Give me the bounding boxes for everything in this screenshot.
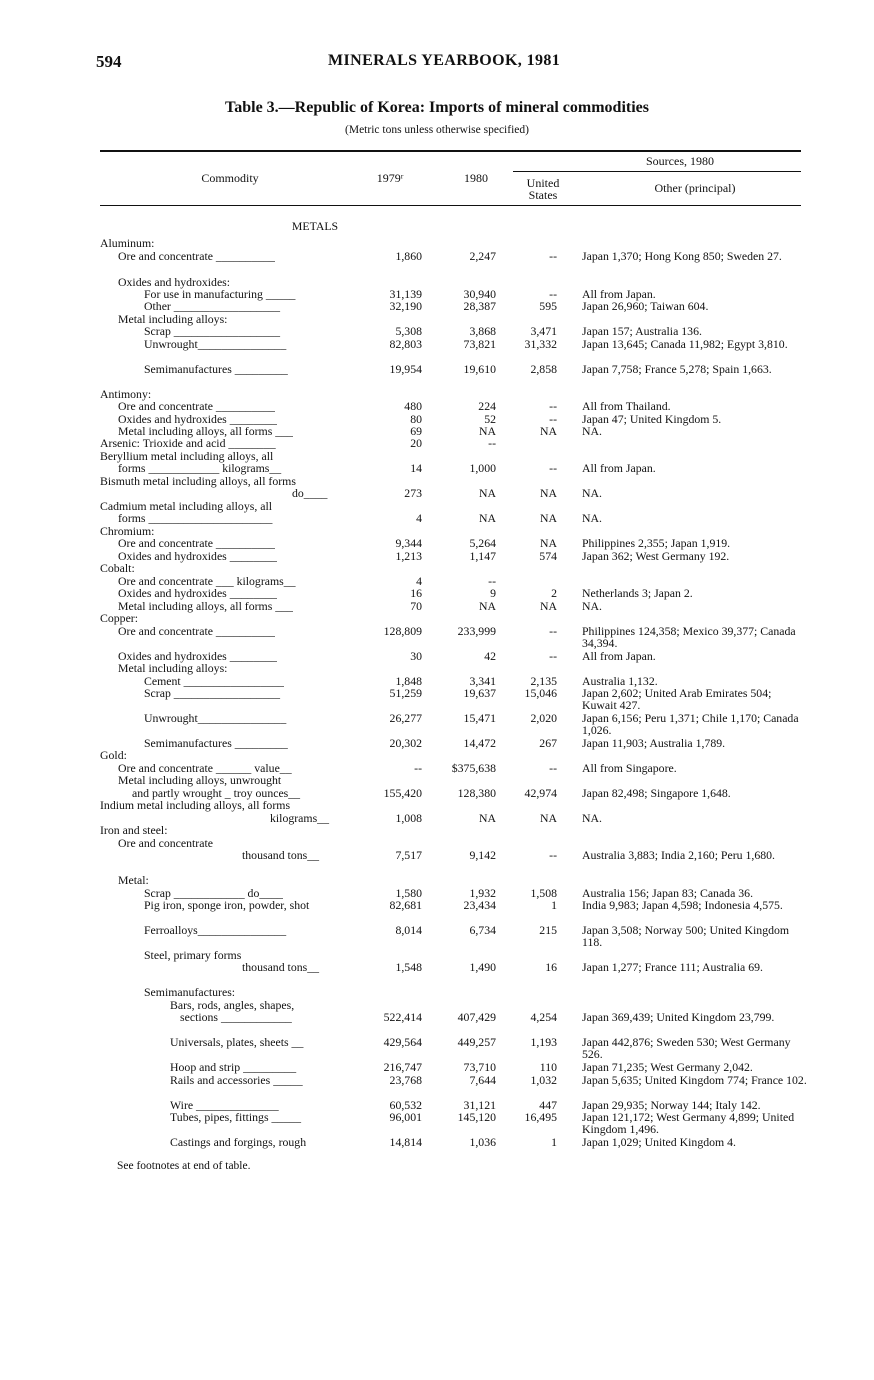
commodity-label: Ore and concentrate ___ kilograms__: [118, 574, 296, 588]
value-other-sources: All from Japan.: [582, 287, 656, 301]
value-1979: 155,420: [383, 786, 422, 800]
value-united-states: --: [549, 412, 557, 426]
commodity-label: Ore and concentrate __________: [118, 624, 275, 638]
table-row: [100, 1011, 805, 1023]
commodity-label: Rails and accessories _____: [170, 1073, 303, 1087]
commodity-label: Oxides and hydroxides:: [118, 275, 231, 289]
commodity-label: Semimanufactures:: [144, 985, 236, 999]
commodity-label: Oxides and hydroxides ________: [118, 549, 277, 563]
value-united-states: 31,332: [524, 337, 557, 351]
value-1979: 4: [416, 574, 422, 588]
commodity-label: Iron and steel:: [100, 823, 168, 837]
value-1980: 7,644: [469, 1073, 496, 1087]
commodity-label: Semimanufactures _________: [144, 736, 288, 750]
sources-rule: [513, 171, 801, 172]
value-other-sources: Japan 1,029; United Kingdom 4.: [582, 1135, 736, 1149]
table-row: [100, 600, 805, 612]
table-row: [100, 462, 805, 474]
value-1980: 1,932: [469, 886, 496, 900]
value-other-sources: All from Japan.: [582, 461, 656, 475]
value-other-sources: Japan 26,960; Taiwan 604.: [582, 299, 709, 313]
table-row: [100, 363, 805, 375]
value-1979: 82,681: [389, 898, 422, 912]
value-united-states: NA: [539, 536, 557, 550]
value-other-sources: Australia 1,132.: [582, 674, 658, 688]
value-united-states: 2,020: [530, 711, 557, 725]
table-row: [100, 1136, 805, 1148]
value-1980: NA: [478, 486, 496, 500]
value-1979: 5,308: [395, 324, 422, 338]
commodity-label: Arsenic: Trioxide and acid ________: [100, 436, 276, 450]
table-top-rule: [100, 150, 801, 152]
table-row: [100, 537, 805, 549]
table-row: [100, 300, 805, 312]
commodity-label: Unwrought_______________: [144, 337, 287, 351]
value-other-sources: All from Thailand.: [582, 399, 671, 413]
value-1979: 128,809: [383, 624, 422, 638]
commodity-label: Ore and concentrate __________: [118, 536, 275, 550]
value-united-states: NA: [539, 486, 557, 500]
value-other-sources: Japan 1,370; Hong Kong 850; Sweden 27.: [582, 249, 782, 263]
value-1979: 4: [416, 511, 422, 525]
column-header-other: Other (principal): [654, 181, 736, 195]
commodity-label: Copper:: [100, 611, 139, 625]
value-1979: 14: [410, 461, 422, 475]
commodity-label: Steel, primary forms: [144, 948, 242, 962]
value-1979: 23,768: [389, 1073, 422, 1087]
commodity-label: Gold:: [100, 748, 127, 762]
commodity-label: Scrap __________________: [144, 324, 280, 338]
table-row: [100, 1061, 805, 1073]
table-row: [100, 587, 805, 599]
value-1979: 51,259: [389, 686, 422, 700]
value-other-sources: All from Singapore.: [582, 761, 677, 775]
value-united-states: NA: [539, 511, 557, 525]
table-row: [100, 562, 805, 574]
commodity-label: sections ____________: [180, 1010, 292, 1024]
value-1980: --: [488, 436, 496, 450]
value-other-sources: Japan 3,508; Norway 500; United Kingdom 118.: [582, 923, 790, 950]
page-header: [96, 52, 796, 74]
value-united-states: 1: [551, 1135, 557, 1149]
value-1980: 9,142: [469, 848, 496, 862]
table-row: [100, 624, 805, 651]
value-united-states: --: [549, 649, 557, 663]
commodity-label: Cadmium metal including alloys, all: [100, 499, 273, 513]
value-united-states: 574: [539, 549, 557, 563]
value-1980: 30,940: [463, 287, 496, 301]
value-other-sources: All from Japan.: [582, 649, 656, 663]
value-other-sources: Australia 3,883; India 2,160; Peru 1,680.: [582, 848, 775, 862]
value-1980: 224: [478, 399, 496, 413]
table-title: Table 3.—Republic of Korea: Imports of mineral commodities: [225, 99, 649, 116]
value-1980: 3,341: [469, 674, 496, 688]
value-1979: 80: [410, 412, 422, 426]
value-1980: 1,036: [469, 1135, 496, 1149]
value-united-states: --: [549, 399, 557, 413]
value-other-sources: Japan 369,439; United Kingdom 23,799.: [582, 1010, 775, 1024]
commodity-label: and partly wrought _ troy ounces__: [132, 786, 301, 800]
value-other-sources: Japan 7,758; France 5,278; Spain 1,663.: [582, 362, 772, 376]
commodity-label: Scrap ____________ do____: [144, 886, 283, 900]
value-united-states: 15,046: [524, 686, 557, 700]
column-header-1980: 1980: [464, 171, 488, 185]
value-united-states: 447: [539, 1098, 557, 1112]
value-united-states: --: [549, 287, 557, 301]
table-row: [100, 961, 805, 973]
value-united-states: 42,974: [524, 786, 557, 800]
value-united-states: 2: [551, 586, 557, 600]
value-united-states: 2,135: [530, 674, 557, 688]
value-other-sources: Japan 442,876; Sweden 530; West Germany 526.: [582, 1035, 791, 1062]
value-other-sources: Philippines 124,358; Mexico 39,377; Canada 34,394.: [582, 624, 796, 651]
column-header-us-line2: States: [528, 188, 558, 202]
table-row: [100, 874, 805, 886]
value-other-sources: Philippines 2,355; Japan 1,919.: [582, 536, 731, 550]
value-1979: 14,814: [389, 1135, 422, 1149]
table-row: [100, 923, 805, 950]
value-1980: 15,471: [463, 711, 496, 725]
value-united-states: 16,495: [524, 1110, 557, 1124]
value-1979: 1,548: [395, 960, 422, 974]
value-1979: 20,302: [389, 736, 422, 750]
value-1979: 7,517: [395, 848, 422, 862]
value-1980: 2,247: [469, 249, 496, 263]
value-1980: 1,000: [469, 461, 496, 475]
value-1980: 128,380: [457, 786, 496, 800]
value-1979: 8,014: [395, 923, 422, 937]
value-other-sources: NA.: [582, 486, 602, 500]
table-row: [100, 437, 805, 449]
table-row: [100, 986, 805, 998]
value-1980: NA: [478, 811, 496, 825]
commodity-label: Ore and concentrate __________: [118, 399, 275, 413]
value-other-sources: Japan 47; United Kingdom 5.: [582, 412, 722, 426]
value-united-states: --: [549, 624, 557, 638]
page-number: 594: [96, 52, 122, 71]
value-1980: --: [488, 574, 496, 588]
value-united-states: 267: [539, 736, 557, 750]
table-row: [100, 824, 805, 836]
value-1979: 20: [410, 436, 422, 450]
table-row: [100, 799, 805, 811]
commodity-label: Indium metal including alloys, all forms: [100, 798, 291, 812]
value-1979: 1,848: [395, 674, 422, 688]
value-other-sources: Japan 13,645; Canada 11,982; Egypt 3,810.: [582, 337, 788, 351]
value-1980: 5,264: [469, 536, 496, 550]
table-row: [100, 899, 805, 911]
value-other-sources: Japan 11,903; Australia 1,789.: [582, 736, 726, 750]
value-1980: 14,472: [463, 736, 496, 750]
value-united-states: 4,254: [530, 1010, 557, 1024]
value-other-sources: NA.: [582, 599, 602, 613]
commodity-label: Scrap __________________: [144, 686, 280, 700]
value-other-sources: Japan 29,935; Norway 144; Italy 142.: [582, 1098, 761, 1112]
commodity-label: Cobalt:: [100, 561, 135, 575]
value-1980: 9: [490, 586, 496, 600]
commodity-label: Metal:: [118, 873, 149, 887]
table-row: [100, 325, 805, 337]
value-1979: 216,747: [383, 1060, 422, 1074]
value-1980: 23,434: [463, 898, 496, 912]
value-united-states: 1,193: [530, 1035, 557, 1049]
commodity-label: Antimony:: [100, 387, 152, 401]
table-row: [100, 812, 805, 824]
commodity-label: Unwrought_______________: [144, 711, 287, 725]
commodity-label: Aluminum:: [100, 236, 155, 250]
value-united-states: 215: [539, 923, 557, 937]
commodity-label: Tubes, pipes, fittings _____: [170, 1110, 301, 1124]
value-1979: 30: [410, 649, 422, 663]
value-1980: 3,868: [469, 324, 496, 338]
value-other-sources: Japan 362; West Germany 192.: [582, 549, 730, 563]
value-1980: 19,637: [463, 686, 496, 700]
value-other-sources: Japan 5,635; United Kingdom 774; France 102.: [582, 1073, 807, 1087]
commodity-label: Wire ______________: [170, 1098, 279, 1112]
table-row: [100, 237, 805, 249]
value-united-states: --: [549, 848, 557, 862]
value-1979: 1,008: [395, 811, 422, 825]
value-other-sources: NA.: [582, 811, 602, 825]
value-1979: --: [414, 761, 422, 775]
value-1979: 273: [404, 486, 422, 500]
value-1980: 73,710: [463, 1060, 496, 1074]
commodity-label: METALS: [291, 219, 339, 233]
commodity-label: Oxides and hydroxides ________: [118, 586, 277, 600]
value-other-sources: India 9,983; Japan 4,598; Indonesia 4,575.: [582, 898, 783, 912]
value-1979: 522,414: [383, 1010, 422, 1024]
value-1980: 407,429: [457, 1010, 496, 1024]
value-1979: 96,001: [389, 1110, 422, 1124]
value-1980: 1,147: [469, 549, 496, 563]
commodity-label: Bars, rods, angles, shapes,: [170, 998, 295, 1012]
value-1980: 145,120: [457, 1110, 496, 1124]
commodity-label: thousand tons__: [242, 848, 320, 862]
value-1979: 70: [410, 599, 422, 613]
value-1979: 1,860: [395, 249, 422, 263]
table-row: [100, 250, 805, 262]
table-row: [100, 686, 805, 713]
value-1979: 69: [410, 424, 422, 438]
value-united-states: 2,858: [530, 362, 557, 376]
running-header: MINERALS YEARBOOK, 1981: [328, 52, 561, 69]
commodity-label: do____: [292, 486, 328, 500]
value-1979: 26,277: [389, 711, 422, 725]
value-1980: $375,638: [451, 761, 496, 775]
table-row: [100, 849, 805, 861]
table-row: [100, 1074, 805, 1086]
commodity-label: Universals, plates, sheets __: [170, 1035, 304, 1049]
value-1980: 52: [484, 412, 496, 426]
value-united-states: 110: [539, 1060, 557, 1074]
value-1980: NA: [478, 511, 496, 525]
column-header-1979: 1979ʳ: [376, 171, 404, 185]
commodity-label: Ore and concentrate __________: [118, 249, 275, 263]
value-united-states: NA: [539, 811, 557, 825]
value-other-sources: Netherlands 3; Japan 2.: [582, 586, 693, 600]
value-other-sources: NA.: [582, 511, 602, 525]
value-united-states: NA: [539, 599, 557, 613]
column-header-commodity: Commodity: [201, 171, 259, 185]
value-1980: 1,490: [469, 960, 496, 974]
value-other-sources: Japan 157; Australia 136.: [582, 324, 702, 338]
value-1980: 28,387: [463, 299, 496, 313]
commodity-label: Hoop and strip _________: [170, 1060, 297, 1074]
value-other-sources: Japan 6,156; Peru 1,371; Chile 1,170; Canada 1,026.: [582, 711, 799, 738]
value-1980: 31,121: [463, 1098, 496, 1112]
value-1979: 1,580: [395, 886, 422, 900]
value-1980: NA: [478, 424, 496, 438]
value-1979: 480: [404, 399, 422, 413]
value-1979: 429,564: [383, 1035, 422, 1049]
value-other-sources: Japan 121,172; West Germany 4,899; United Kingdom 1,496.: [582, 1110, 795, 1137]
value-1979: 31,139: [389, 287, 422, 301]
value-1979: 82,803: [389, 337, 422, 351]
table-subtitle: (Metric tons unless otherwise specified): [345, 124, 529, 136]
commodity-label: Cement _________________: [144, 674, 284, 688]
commodity-label: forms ____________ kilograms__: [118, 461, 282, 475]
value-1979: 32,190: [389, 299, 422, 313]
commodity-label: Oxides and hydroxides ________: [118, 649, 277, 663]
commodity-label: Ore and concentrate ______ value__: [118, 761, 292, 775]
value-united-states: --: [549, 249, 557, 263]
table-row: [100, 1110, 805, 1137]
table-row: [100, 550, 805, 562]
value-other-sources: Australia 156; Japan 83; Canada 36.: [582, 886, 754, 900]
table-row: [100, 1035, 805, 1062]
value-united-states: 1,032: [530, 1073, 557, 1087]
table-row: [100, 662, 805, 674]
table-row: [100, 737, 805, 749]
column-header-us-line1: United: [526, 176, 560, 190]
table-row: [100, 338, 805, 350]
value-united-states: 595: [539, 299, 557, 313]
value-united-states: 16: [545, 960, 557, 974]
commodity-label: Bismuth metal including alloys, all forms: [100, 474, 296, 488]
value-1980: 42: [484, 649, 496, 663]
commodity-label: Beryllium metal including alloys, all: [100, 449, 274, 463]
table-row: [100, 749, 805, 761]
column-header-sources: Sources, 1980: [646, 154, 714, 168]
value-united-states: NA: [539, 424, 557, 438]
table-row: [100, 612, 805, 624]
value-1979: 60,532: [389, 1098, 422, 1112]
value-1980: NA: [478, 599, 496, 613]
footnote: See footnotes at end of table.: [117, 1160, 251, 1172]
commodity-label: Semimanufactures _________: [144, 362, 288, 376]
table-row: [100, 400, 805, 412]
commodity-label: forms _____________________: [118, 511, 273, 525]
commodity-label: thousand tons__: [242, 960, 320, 974]
commodity-label: Chromium:: [100, 524, 155, 538]
value-1979: 9,344: [395, 536, 422, 550]
value-other-sources: Japan 1,277; France 111; Australia 69.: [582, 960, 763, 974]
commodity-label: Castings and forgings, rough: [170, 1135, 307, 1149]
value-other-sources: Japan 82,498; Singapore 1,648.: [582, 786, 731, 800]
table-row: [100, 711, 805, 738]
value-united-states: 1: [551, 898, 557, 912]
value-1980: 73,821: [463, 337, 496, 351]
value-united-states: 3,471: [530, 324, 557, 338]
value-other-sources: Japan 2,602; United Arab Emirates 504; Kuwait 427.: [582, 686, 772, 713]
table-row: [100, 512, 805, 524]
commodity-label: Metal including alloys, unwrought: [118, 773, 282, 787]
value-1980: 449,257: [457, 1035, 496, 1049]
header-bottom-rule: [100, 205, 801, 206]
table-row: [100, 487, 805, 499]
table-row: [100, 475, 805, 487]
value-other-sources: Japan 71,235; West Germany 2,042.: [582, 1060, 753, 1074]
commodity-label: Ferroalloys_______________: [144, 923, 287, 937]
commodity-label: Metal including alloys:: [118, 661, 228, 675]
value-united-states: --: [549, 761, 557, 775]
commodity-label: Ore and concentrate: [118, 836, 213, 850]
commodity-label: Other __________________: [144, 299, 280, 313]
value-united-states: --: [549, 461, 557, 475]
value-1979: 19,954: [389, 362, 422, 376]
value-other-sources: NA.: [582, 424, 602, 438]
value-1979: 1,213: [395, 549, 422, 563]
value-1980: 19,610: [463, 362, 496, 376]
commodity-label: Metal including alloys, all forms ___: [118, 424, 293, 438]
value-1980: 233,999: [457, 624, 496, 638]
commodity-label: Oxides and hydroxides ________: [118, 412, 277, 426]
value-united-states: 1,508: [530, 886, 557, 900]
commodity-label: Metal including alloys:: [118, 312, 228, 326]
commodity-label: Metal including alloys, all forms ___: [118, 599, 293, 613]
value-1979: 16: [410, 586, 422, 600]
table-row: [100, 774, 805, 786]
commodity-label: kilograms__: [270, 811, 329, 825]
table-row: [100, 220, 805, 232]
commodity-label: Pig iron, sponge iron, powder, shot: [144, 898, 310, 912]
commodity-label: For use in manufacturing _____: [144, 287, 296, 301]
value-1980: 6,734: [469, 923, 496, 937]
